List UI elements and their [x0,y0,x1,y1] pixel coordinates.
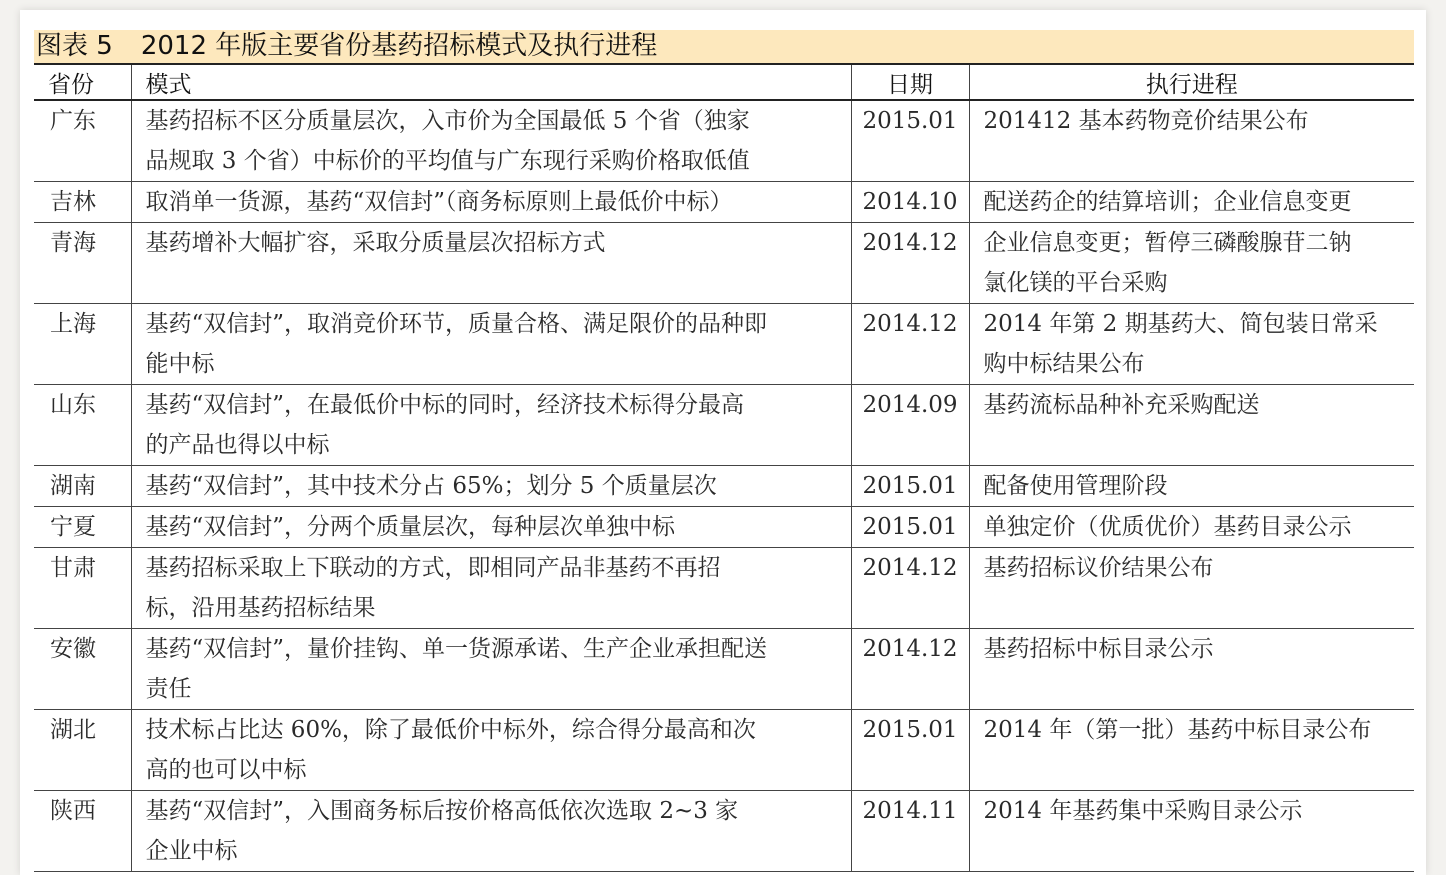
cell-progress-line: 氯化镁的平台采购 [983,270,1168,296]
cell-mode [131,100,851,182]
table-row [34,791,1414,872]
cell-mode-line: 技术标占比达 60%，除了最低价中标外，综合得分最高和次 [145,717,756,743]
cell-mode-line: 基药“双信封”，取消竞价环节，质量合格、满足限价的品种即 [145,311,768,337]
cell-mode [131,223,851,304]
cell-date: 2014.11 [851,791,969,872]
table-body [34,100,1414,872]
table-row [34,466,1414,507]
cell-mode-line: 基药“双信封”，量价挂钩、单一货源承诺、生产企业承担配送 [145,636,768,662]
caption-title: 2012 年版主要省份基药招标模式及执行进程 [140,31,658,61]
cell-province: 吉林 [34,182,131,223]
cell-progress-line: 基药流标品种补充采购配送 [983,392,1260,418]
header-progress: 执行进程 [969,64,1414,100]
table-row [34,548,1414,629]
cell-progress [969,466,1414,507]
cell-mode [131,548,851,629]
cell-mode-line: 的产品也得以中标 [145,432,330,458]
cell-province: 山东 [34,385,131,466]
cell-province: 陕西 [34,791,131,872]
cell-mode-line: 基药招标采取上下联动的方式，即相同产品非基药不再招 [145,555,721,581]
cell-mode-line: 企业中标 [145,838,238,864]
cell-mode [131,385,851,466]
cell-province: 上海 [34,304,131,385]
cell-mode-line: 基药“双信封”，入围商务标后按价格高低依次选取 2~3 家 [145,798,739,824]
table-row [34,182,1414,223]
cell-date: 2014.12 [851,304,969,385]
cell-mode [131,182,851,223]
bidding-table [34,63,1414,872]
cell-date: 2015.01 [851,466,969,507]
cell-province: 湖南 [34,466,131,507]
cell-date: 2014.10 [851,182,969,223]
cell-progress [969,791,1414,872]
cell-mode-line: 基药“双信封”，分两个质量层次，每种层次单独中标 [145,514,676,540]
cell-province: 青海 [34,223,131,304]
cell-mode-line: 标，沿用基药招标结果 [145,595,376,621]
cell-progress-line: 201412 基本药物竞价结果公布 [983,108,1309,134]
cell-province: 安徽 [34,629,131,710]
cell-progress-line: 2014 年（第一批）基药中标目录公布 [983,717,1372,743]
table-row [34,223,1414,304]
table-header-row [34,64,1414,100]
cell-progress [969,100,1414,182]
cell-date: 2014.12 [851,548,969,629]
cell-mode [131,629,851,710]
cell-progress [969,710,1414,791]
cell-progress-line: 2014 年基药集中采购目录公示 [983,798,1303,824]
table-caption [34,30,1414,63]
table-row [34,304,1414,385]
table-row [34,385,1414,466]
cell-progress [969,629,1414,710]
cell-mode-line: 能中标 [145,351,215,377]
cell-date: 2014.12 [851,223,969,304]
cell-progress-line: 购中标结果公布 [983,351,1145,377]
cell-province: 广东 [34,100,131,182]
cell-progress-line: 企业信息变更；暂停三磷酸腺苷二钠 [983,230,1352,256]
cell-mode [131,791,851,872]
cell-mode-line: 品规取 3 个省）中标价的平均值与广东现行采购价格取低值 [145,148,750,174]
cell-mode-line: 取消单一货源，基药“双信封”（商务标原则上最低价中标） [145,189,733,215]
cell-progress-line: 基药招标议价结果公布 [983,555,1214,581]
cell-date: 2015.01 [851,507,969,548]
cell-progress-line: 单独定价（优质优价）基药目录公示 [983,514,1352,540]
cell-mode-line: 高的也可以中标 [145,757,307,783]
cell-progress [969,385,1414,466]
cell-progress-line: 2014 年第 2 期基药大、简包装日常采 [983,311,1378,337]
cell-date: 2015.01 [851,100,969,182]
cell-mode-line: 基药“双信封”，其中技术分占 65%；划分 5 个质量层次 [145,473,717,499]
cell-province: 宁夏 [34,507,131,548]
cell-progress-line: 配备使用管理阶段 [983,473,1168,499]
cell-progress [969,223,1414,304]
cell-progress [969,304,1414,385]
header-province: 省份 [34,64,131,100]
cell-progress [969,548,1414,629]
table-row [34,507,1414,548]
cell-progress-line: 基药招标中标目录公示 [983,636,1214,662]
cell-mode [131,466,851,507]
cell-mode-line: 基药增补大幅扩容，采取分质量层次招标方式 [145,230,606,256]
cell-province: 甘肃 [34,548,131,629]
header-mode: 模式 [131,64,851,100]
cell-province: 湖北 [34,710,131,791]
cell-mode-line: 基药招标不区分质量层次，入市价为全国最低 5 个省（独家 [145,108,750,134]
cell-date: 2014.09 [851,385,969,466]
table-row [34,710,1414,791]
cell-progress-line: 配送药企的结算培训；企业信息变更 [983,189,1352,215]
table-row [34,100,1414,182]
cell-date: 2014.12 [851,629,969,710]
cell-progress [969,182,1414,223]
cell-progress [969,507,1414,548]
header-date: 日期 [851,64,969,100]
cell-mode [131,304,851,385]
table-row [34,629,1414,710]
cell-mode [131,710,851,791]
cell-mode [131,507,851,548]
cell-date: 2015.01 [851,710,969,791]
caption-number: 图表 5 [36,31,113,61]
cell-mode-line: 责任 [145,676,192,702]
cell-mode-line: 基药“双信封”，在最低价中标的同时，经济技术标得分最高 [145,392,745,418]
